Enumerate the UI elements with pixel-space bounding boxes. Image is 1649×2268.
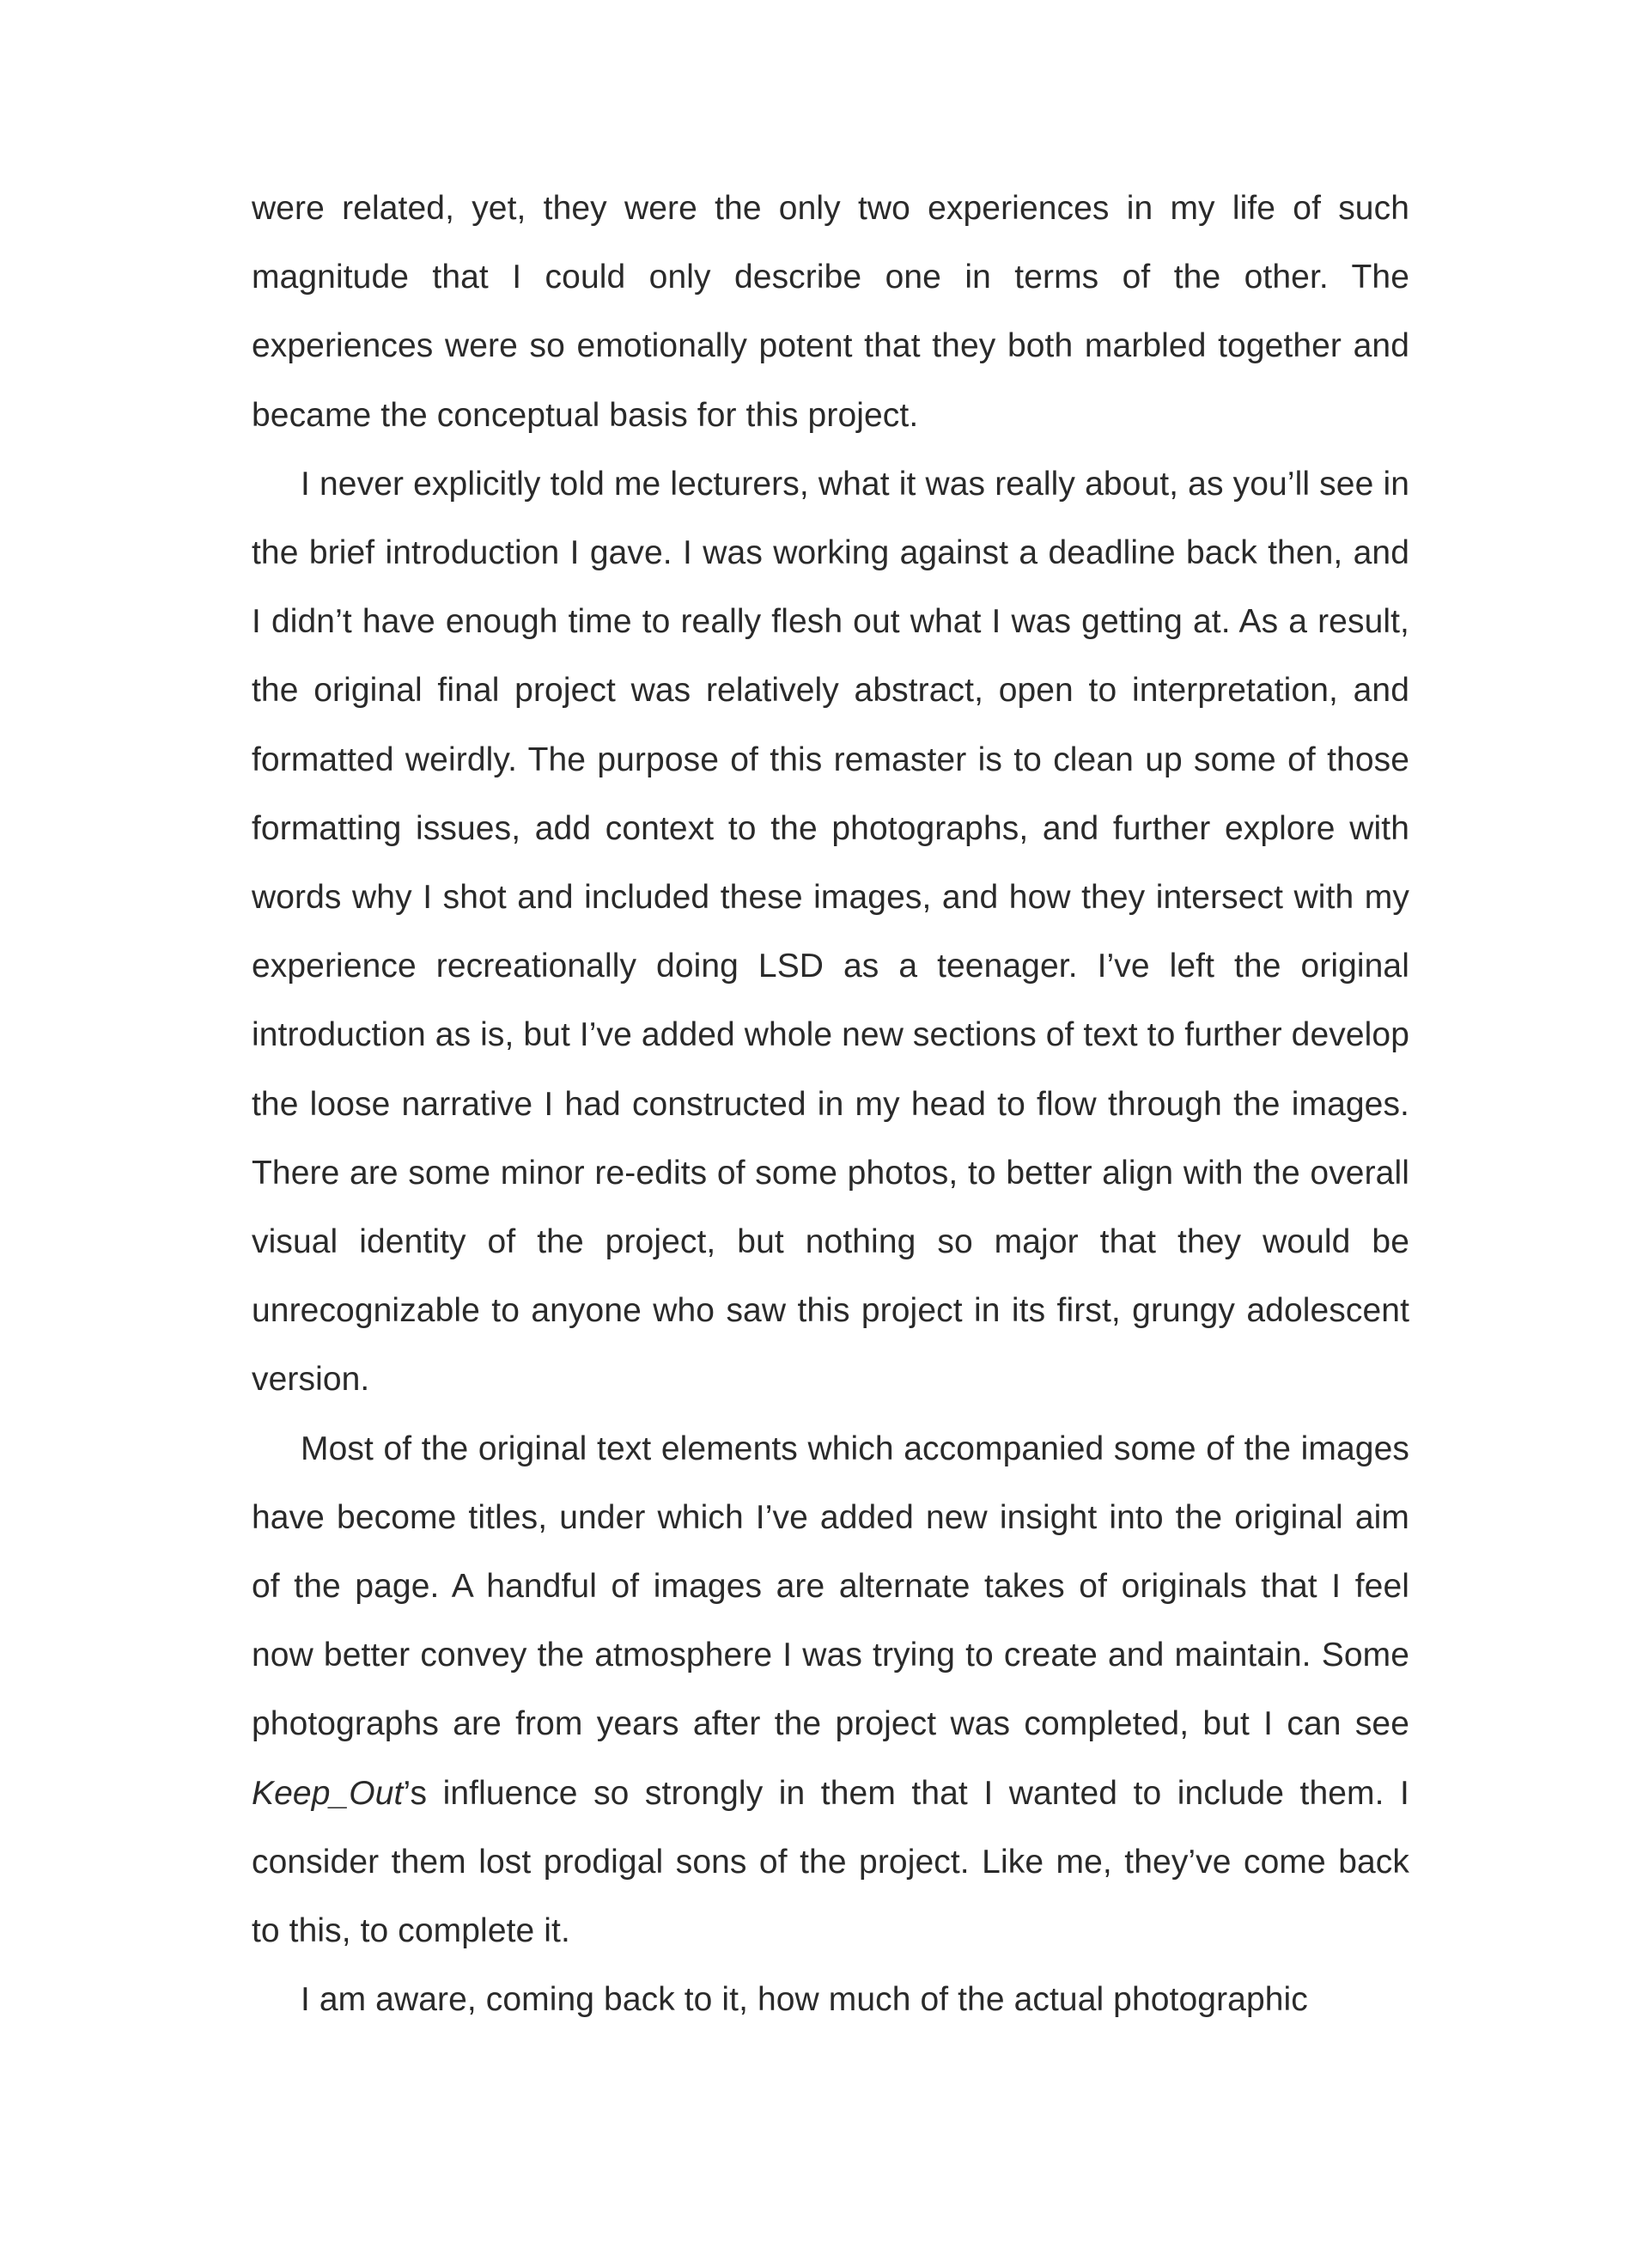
paragraph-3	[252, 1415, 1409, 1966]
paragraph-4: I am aware, coming back to it, how much of the actual photographic	[301, 1981, 1308, 2019]
paragraph-3-text-before: Most of the original text elements which accompanied some of the images have become titles, under which I’ve added new insight into the original aim of the page. A handful of images are alternate takes of originals that I feel now better convey the atmosphere I was trying to create and maintain. Some photographs are from years after the project was completed, but I can see	[252, 1430, 1409, 1743]
body-text	[252, 174, 1409, 2034]
paragraph-1: were related, yet, they were the only two experiences in my life of such magnitude that I could only describe one in terms of the other. The experiences were so emotionally potent that they both marbled together and became the conceptual basis for this project.	[252, 190, 1409, 434]
project-title-italic: Keep_Out	[252, 1774, 404, 1812]
paragraph-3-text-after: ’s influence so strongly in them that I wanted to include them. I consider them lost prodigal sons of the project. Like me, they’ve come back to this, to complete it.	[252, 1774, 1409, 1950]
paragraph-2: I never explicitly told me lecturers, what it was really about, as you’ll see in the brief introduction I gave. I was working against a deadline back then, and I didn’t have enough time to really flesh out what I was getting at. As a result, the original final project was relatively abstract, open to interpretation, and formatted weirdly. The purpose of this remaster is to clean up some of those formatting issues, add context to the photographs, and further explore with words why I shot and included these images, and how they intersect with my experience recreationally doing LSD as a teenager. I’ve left the original introduction as is, but I’ve added whole new sections of text to further develop the loose narrative I had constructed in my head to flow through the images. There are some minor re-edits of some photos, to better align with the overall visual identity of the project, but nothing so major that they would be unrecognizable to anyone who saw this project in its first, grungy adolescent version.	[252, 465, 1409, 1399]
